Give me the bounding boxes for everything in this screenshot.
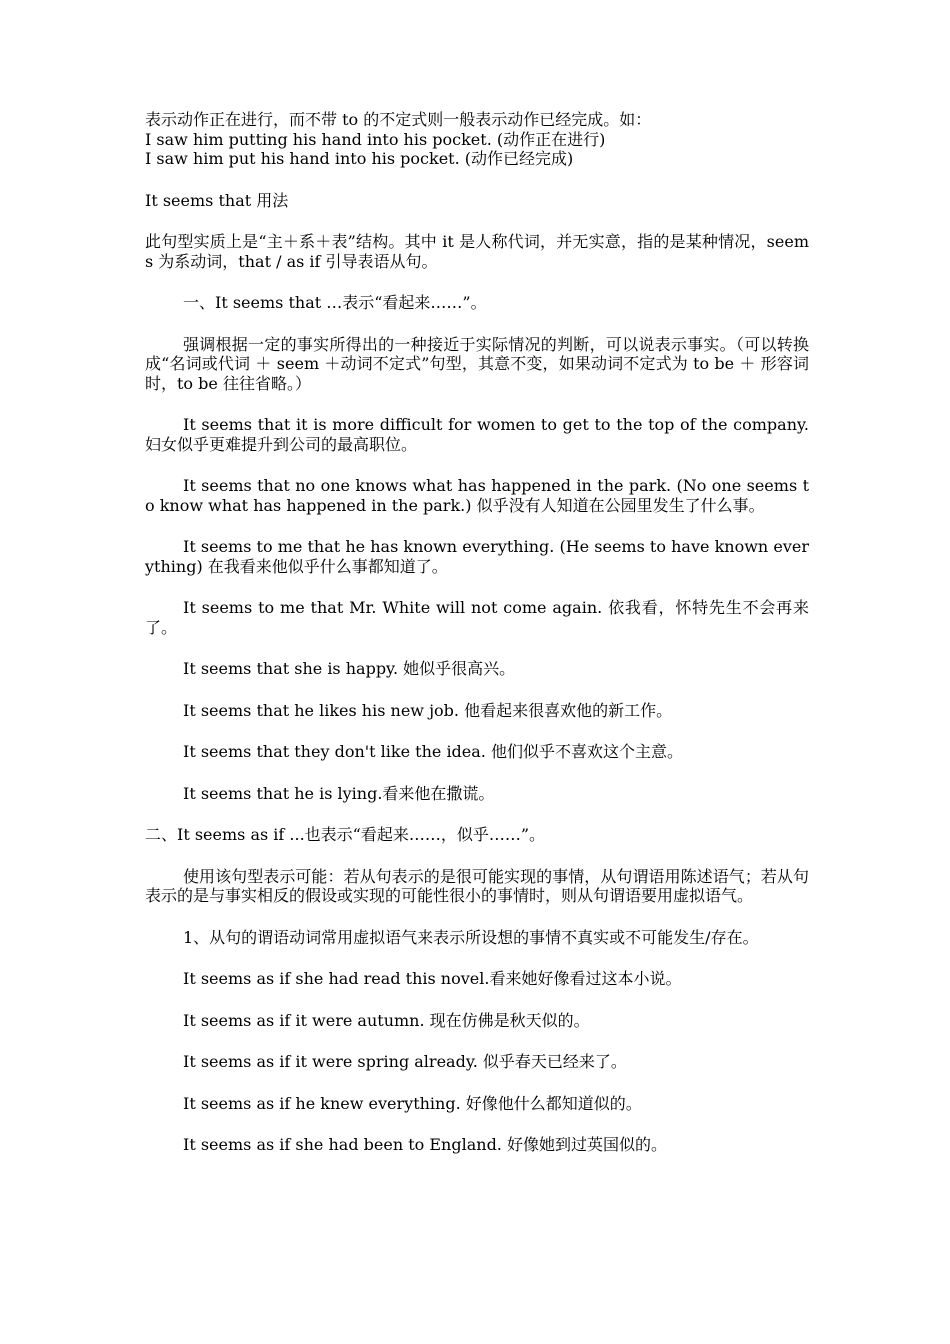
example-sentence: It seems that he likes his new job. 他看起来很喜欢他的新工作。 <box>183 700 673 720</box>
example-sentence: It seems that she is happy. 她似乎很高兴。 <box>183 659 516 678</box>
explanation-paragraph: 此句型实质上是“主＋系＋表”结构。其中 it 是人称代词，并无实意，指的是某种情况，seems 为系动词，that / as if 引导表语从句。 <box>145 232 809 271</box>
example-sentence: It seems as if she had been to England. 好像她到过英国似的。 <box>183 1135 667 1154</box>
section-2-title: 二、It seems as if ...也表示“看起来……，似乎……”。 <box>145 825 546 844</box>
section-2-point-1: 1、从句的谓语动词常用虚拟语气来表示所设想的事情不真实或不可能发生/存在。 <box>183 927 759 947</box>
example-sentence: It seems as if she had read this novel.看来她好像看过这本小说。 <box>183 969 682 988</box>
section-2-description: 使用该句型表示可能：若从句表示的是很可能实现的事情，从句谓语用陈述语气；若从句表示的是与事实相反的假设或实现的可能性很小的事情时，则从句谓语要用虚拟语气。 <box>145 866 809 905</box>
section-heading: It seems that 用法 <box>145 190 289 210</box>
example-sentence: It seems as if he knew everything. 好像他什么都知道似的。 <box>183 1093 642 1113</box>
section-1-title: 一、It seems that …表示“看起来……”。 <box>183 293 487 312</box>
example-sentence: It seems as if it were spring already. 似乎春天已经来了。 <box>183 1052 627 1071</box>
example-sentence: It seems as if it were autumn. 现在仿佛是秋天似的。 <box>183 1010 590 1030</box>
example-sentence: It seems to me that Mr. White will not come again. 依我看，怀特先生不会再来了。 <box>145 598 809 637</box>
example-sentence: It seems that he is lying.看来他在撒谎。 <box>183 783 495 803</box>
example-sentence: It seems that it is more difficult for women to get to the top of the company. 妇女似乎更难提升到公司的最高职位。 <box>145 415 809 454</box>
example-sentence: It seems that no one knows what has happened in the park. (No one seems to know what has happened in the park.) 似乎没有人知道在公园里发生了什么事。 <box>145 476 809 515</box>
document-page <box>145 110 809 1155</box>
example-completed: I saw him put his hand into his pocket. (动作已经完成) <box>145 149 574 168</box>
example-progressive: I saw him putting his hand into his pocket. (动作正在进行) <box>145 129 606 149</box>
example-sentence: It seems to me that he has known everything. (He seems to have known everything) 在我看来他似乎什么事都知道了。 <box>145 537 809 576</box>
intro-line: 表示动作正在进行，而不带 to 的不定式则一般表示动作已经完成。如： <box>145 110 652 129</box>
section-1-description: 强调根据一定的事实所得出的一种接近于实际情况的判断，可以说表示事实。（可以转换成“名词或代词 ＋ seem ＋动词不定式”句型，其意不变，如果动词不定式为 to be ＋ 形容词时，to be 往往省略。） <box>145 334 809 393</box>
example-sentence: It seems that they don't like the idea. 他们似乎不喜欢这个主意。 <box>183 742 683 761</box>
